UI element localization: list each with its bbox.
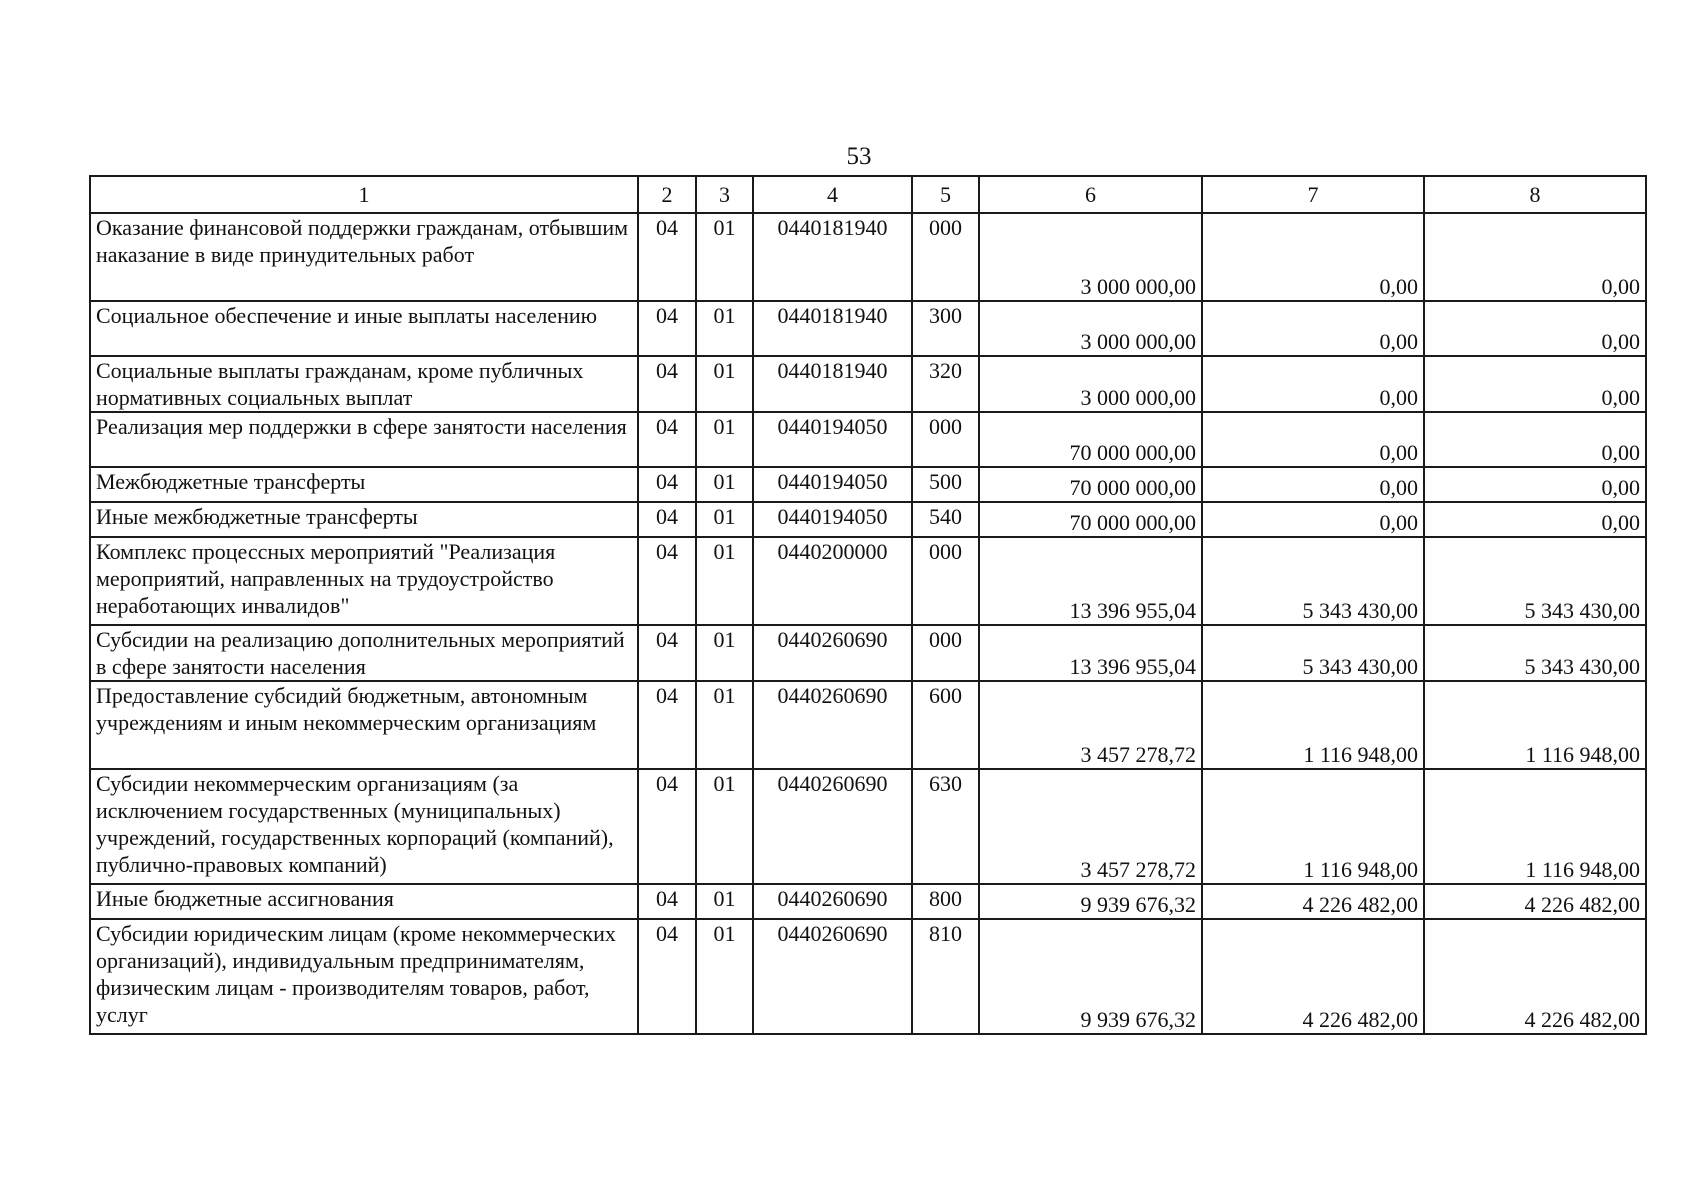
row-amount-col7-cell: 4 226 482,00 <box>1202 919 1424 1034</box>
row-amount-col6-cell: 9 939 676,32 <box>979 919 1202 1034</box>
row-target-code-cell: 0440260690 <box>753 681 912 769</box>
row-subsection-cell: 01 <box>696 467 753 502</box>
header-col-8: 8 <box>1424 176 1646 213</box>
budget-table <box>89 175 1647 1035</box>
row-amount-col6-cell: 9 939 676,32 <box>979 884 1202 919</box>
row-target-code-cell: 0440181940 <box>753 301 912 356</box>
row-expense-type-cell: 800 <box>912 884 979 919</box>
row-target-code-cell: 0440194050 <box>753 467 912 502</box>
row-section-cell: 04 <box>638 412 696 467</box>
row-amount-col7-cell: 4 226 482,00 <box>1202 884 1424 919</box>
header-col-2: 2 <box>638 176 696 213</box>
row-amount-col6-cell: 70 000 000,00 <box>979 502 1202 537</box>
row-amount-col8-cell: 0,00 <box>1424 213 1646 301</box>
row-amount-col6-cell: 3 000 000,00 <box>979 301 1202 356</box>
row-expense-type-cell: 630 <box>912 769 979 884</box>
header-col-4: 4 <box>753 176 912 213</box>
row-amount-col6-cell: 13 396 955,04 <box>979 537 1202 625</box>
table-row <box>90 467 1646 502</box>
row-target-code-cell: 0440181940 <box>753 213 912 301</box>
row-name-cell: Субсидии некоммерческим организациям (за исключением государственных (муниципальных) учреждений, государственных корпораций (компаний), публично-правовых компаний) <box>90 769 638 884</box>
header-col-7: 7 <box>1202 176 1424 213</box>
row-subsection-cell: 01 <box>696 769 753 884</box>
row-amount-col7-cell: 5 343 430,00 <box>1202 625 1424 681</box>
table-row <box>90 625 1646 681</box>
row-name-cell: Иные бюджетные ассигнования <box>90 884 638 919</box>
header-col-6: 6 <box>979 176 1202 213</box>
row-amount-col7-cell: 1 116 948,00 <box>1202 681 1424 769</box>
row-expense-type-cell: 810 <box>912 919 979 1034</box>
row-expense-type-cell: 000 <box>912 537 979 625</box>
table-row <box>90 356 1646 412</box>
row-name-cell: Реализация мер поддержки в сфере занятости населения <box>90 412 638 467</box>
row-section-cell: 04 <box>638 356 696 412</box>
row-name-cell: Социальное обеспечение и иные выплаты населению <box>90 301 638 356</box>
row-amount-col6-cell: 13 396 955,04 <box>979 625 1202 681</box>
row-subsection-cell: 01 <box>696 356 753 412</box>
row-subsection-cell: 01 <box>696 625 753 681</box>
row-section-cell: 04 <box>638 769 696 884</box>
row-amount-col6-cell: 3 000 000,00 <box>979 213 1202 301</box>
row-expense-type-cell: 000 <box>912 412 979 467</box>
row-amount-col6-cell: 70 000 000,00 <box>979 412 1202 467</box>
table-body <box>90 213 1646 1034</box>
row-amount-col8-cell: 0,00 <box>1424 301 1646 356</box>
row-amount-col7-cell: 0,00 <box>1202 412 1424 467</box>
row-name-cell: Межбюджетные трансферты <box>90 467 638 502</box>
row-amount-col8-cell: 1 116 948,00 <box>1424 769 1646 884</box>
row-subsection-cell: 01 <box>696 301 753 356</box>
row-amount-col7-cell: 0,00 <box>1202 356 1424 412</box>
row-amount-col6-cell: 70 000 000,00 <box>979 467 1202 502</box>
row-amount-col7-cell: 0,00 <box>1202 467 1424 502</box>
row-expense-type-cell: 320 <box>912 356 979 412</box>
table-row <box>90 301 1646 356</box>
table-row <box>90 213 1646 301</box>
table-row <box>90 502 1646 537</box>
row-section-cell: 04 <box>638 213 696 301</box>
row-subsection-cell: 01 <box>696 412 753 467</box>
header-row <box>90 176 1646 213</box>
row-name-cell: Социальные выплаты гражданам, кроме публичных нормативных социальных выплат <box>90 356 638 412</box>
row-section-cell: 04 <box>638 537 696 625</box>
page-number: 53 <box>846 143 872 170</box>
row-amount-col8-cell: 0,00 <box>1424 467 1646 502</box>
row-name-cell: Иные межбюджетные трансферты <box>90 502 638 537</box>
row-amount-col8-cell: 4 226 482,00 <box>1424 919 1646 1034</box>
row-amount-col7-cell: 1 116 948,00 <box>1202 769 1424 884</box>
row-amount-col8-cell: 1 116 948,00 <box>1424 681 1646 769</box>
row-name-cell: Субсидии юридическим лицам (кроме некоммерческих организаций), индивидуальным предпринимателям, физическим лицам - производителям товаров, работ, услуг <box>90 919 638 1034</box>
row-subsection-cell: 01 <box>696 681 753 769</box>
row-amount-col6-cell: 3 457 278,72 <box>979 681 1202 769</box>
row-section-cell: 04 <box>638 467 696 502</box>
row-amount-col6-cell: 3 457 278,72 <box>979 769 1202 884</box>
row-target-code-cell: 0440181940 <box>753 356 912 412</box>
row-subsection-cell: 01 <box>696 884 753 919</box>
table-row <box>90 884 1646 919</box>
row-amount-col8-cell: 5 343 430,00 <box>1424 625 1646 681</box>
row-section-cell: 04 <box>638 681 696 769</box>
row-subsection-cell: 01 <box>696 919 753 1034</box>
table-row <box>90 537 1646 625</box>
table-row <box>90 919 1646 1034</box>
row-target-code-cell: 0440194050 <box>753 412 912 467</box>
row-expense-type-cell: 300 <box>912 301 979 356</box>
table-row <box>90 769 1646 884</box>
header-col-3: 3 <box>696 176 753 213</box>
row-section-cell: 04 <box>638 884 696 919</box>
row-name-cell: Предоставление субсидий бюджетным, автономным учреждениям и иным некоммерческим организациям <box>90 681 638 769</box>
row-section-cell: 04 <box>638 625 696 681</box>
row-name-cell: Оказание финансовой поддержки гражданам, отбывшим наказание в виде принудительных работ <box>90 213 638 301</box>
row-expense-type-cell: 000 <box>912 213 979 301</box>
row-amount-col8-cell: 0,00 <box>1424 412 1646 467</box>
row-target-code-cell: 0440260690 <box>753 625 912 681</box>
row-amount-col8-cell: 5 343 430,00 <box>1424 537 1646 625</box>
row-section-cell: 04 <box>638 919 696 1034</box>
row-amount-col7-cell: 5 343 430,00 <box>1202 537 1424 625</box>
row-subsection-cell: 01 <box>696 502 753 537</box>
row-subsection-cell: 01 <box>696 537 753 625</box>
row-amount-col8-cell: 4 226 482,00 <box>1424 884 1646 919</box>
row-section-cell: 04 <box>638 502 696 537</box>
row-expense-type-cell: 000 <box>912 625 979 681</box>
row-target-code-cell: 0440260690 <box>753 769 912 884</box>
row-amount-col6-cell: 3 000 000,00 <box>979 356 1202 412</box>
header-col-1: 1 <box>90 176 638 213</box>
row-target-code-cell: 0440260690 <box>753 884 912 919</box>
row-amount-col8-cell: 0,00 <box>1424 356 1646 412</box>
row-name-cell: Комплекс процессных мероприятий "Реализация мероприятий, направленных на трудоустройство неработающих инвалидов" <box>90 537 638 625</box>
row-target-code-cell: 0440260690 <box>753 919 912 1034</box>
header-col-5: 5 <box>912 176 979 213</box>
row-subsection-cell: 01 <box>696 213 753 301</box>
row-expense-type-cell: 540 <box>912 502 979 537</box>
row-amount-col7-cell: 0,00 <box>1202 213 1424 301</box>
row-amount-col7-cell: 0,00 <box>1202 301 1424 356</box>
row-amount-col7-cell: 0,00 <box>1202 502 1424 537</box>
row-target-code-cell: 0440200000 <box>753 537 912 625</box>
row-expense-type-cell: 500 <box>912 467 979 502</box>
row-expense-type-cell: 600 <box>912 681 979 769</box>
row-target-code-cell: 0440194050 <box>753 502 912 537</box>
row-section-cell: 04 <box>638 301 696 356</box>
row-amount-col8-cell: 0,00 <box>1424 502 1646 537</box>
row-name-cell: Субсидии на реализацию дополнительных мероприятий в сфере занятости населения <box>90 625 638 681</box>
table-row <box>90 412 1646 467</box>
table-row <box>90 681 1646 769</box>
